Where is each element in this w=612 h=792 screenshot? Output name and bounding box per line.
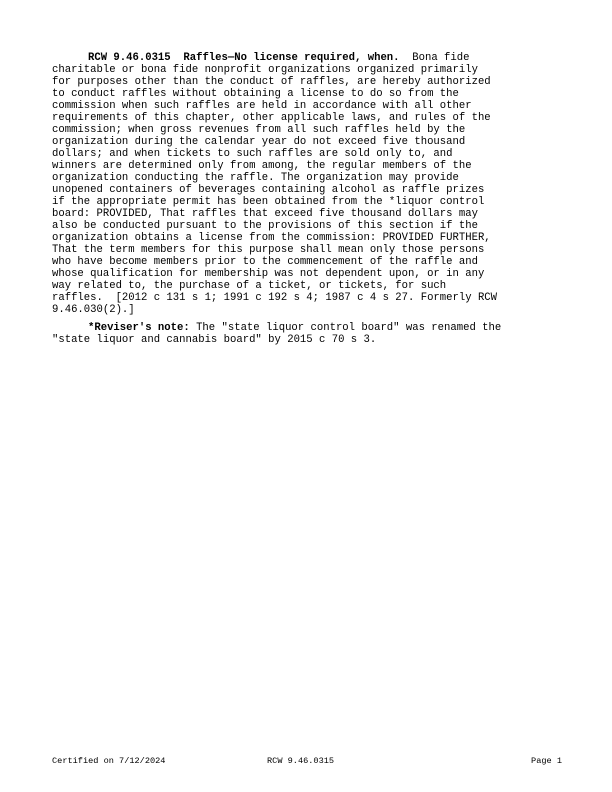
statute-line: organization during the calendar year do not exceed five thousand (52, 136, 466, 148)
statute-line: raffles. [2012 c 131 s 1; 1991 c 192 s 4; 1987 c 4 s 27. Formerly RCW (52, 292, 498, 304)
reviser-note-second-line: "state liquor and cannabis board" by 2015 c 70 s 3. (52, 334, 377, 346)
statute-line: board: PROVIDED, That raffles that exceed five thousand dollars may (52, 208, 478, 220)
statute-line: dollars; and when tickets to such raffles are sold only to, and (52, 148, 453, 160)
page-footer (52, 755, 562, 767)
statute-body (52, 52, 564, 346)
statute-citation: RCW 9.46.0315 (88, 52, 171, 64)
statute-line: for purposes other than the conduct of raffles, are hereby authorized (52, 76, 491, 88)
statute-line: winners are determined only from among, the regular members of the (52, 160, 472, 172)
footer-citation: RCW 9.46.0315 (267, 756, 335, 766)
reviser-note-label: *Reviser's note: (88, 322, 190, 334)
statute-first-line-text: Bona fide (412, 52, 470, 64)
statute-line: requirements of this chapter, other applicable laws, and rules of the (52, 112, 491, 124)
statute-line: organization conducting the raffle. The organization may provide (52, 172, 459, 184)
statute-line: if the appropriate permit has been obtained from the *liquor control (52, 196, 485, 208)
statute-line: organization obtains a license from the commission: PROVIDED FURTHER, (52, 232, 491, 244)
statute-line: to conduct raffles without obtaining a license to do so from the (52, 88, 459, 100)
statute-line: unopened containers of beverages containing alcohol as raffle prizes (52, 184, 485, 196)
statute-line: commission; when gross revenues from all such raffles held by the (52, 124, 466, 136)
statute-line: whose qualification for membership was not dependent upon, or in any (52, 268, 485, 280)
statute-line: charitable or bona fide nonprofit organizations organized primarily (52, 64, 478, 76)
statute-line: That the term members for this purpose shall mean only those persons (52, 244, 485, 256)
statute-heading: Raffles—No license required, when. (183, 52, 400, 64)
footer-certified-date: Certified on 7/12/2024 (52, 756, 166, 766)
footer-page-number: Page 1 (531, 756, 562, 766)
statute-first-line (52, 52, 564, 64)
reviser-note-first-line (52, 322, 564, 334)
statute-line: way related to, the purchase of a ticket, or tickets, for such (52, 280, 447, 292)
reviser-note-first-line-text: The "state liquor control board" was renamed the (196, 322, 502, 334)
statute-line: also be conducted pursuant to the provisions of this section if the (52, 220, 478, 232)
statute-line: commission when such raffles are held in accordance with all other (52, 100, 472, 112)
statute-line: who have become members prior to the commencement of the raffle and (52, 256, 478, 268)
statute-line: 9.46.030(2).] (52, 304, 135, 316)
